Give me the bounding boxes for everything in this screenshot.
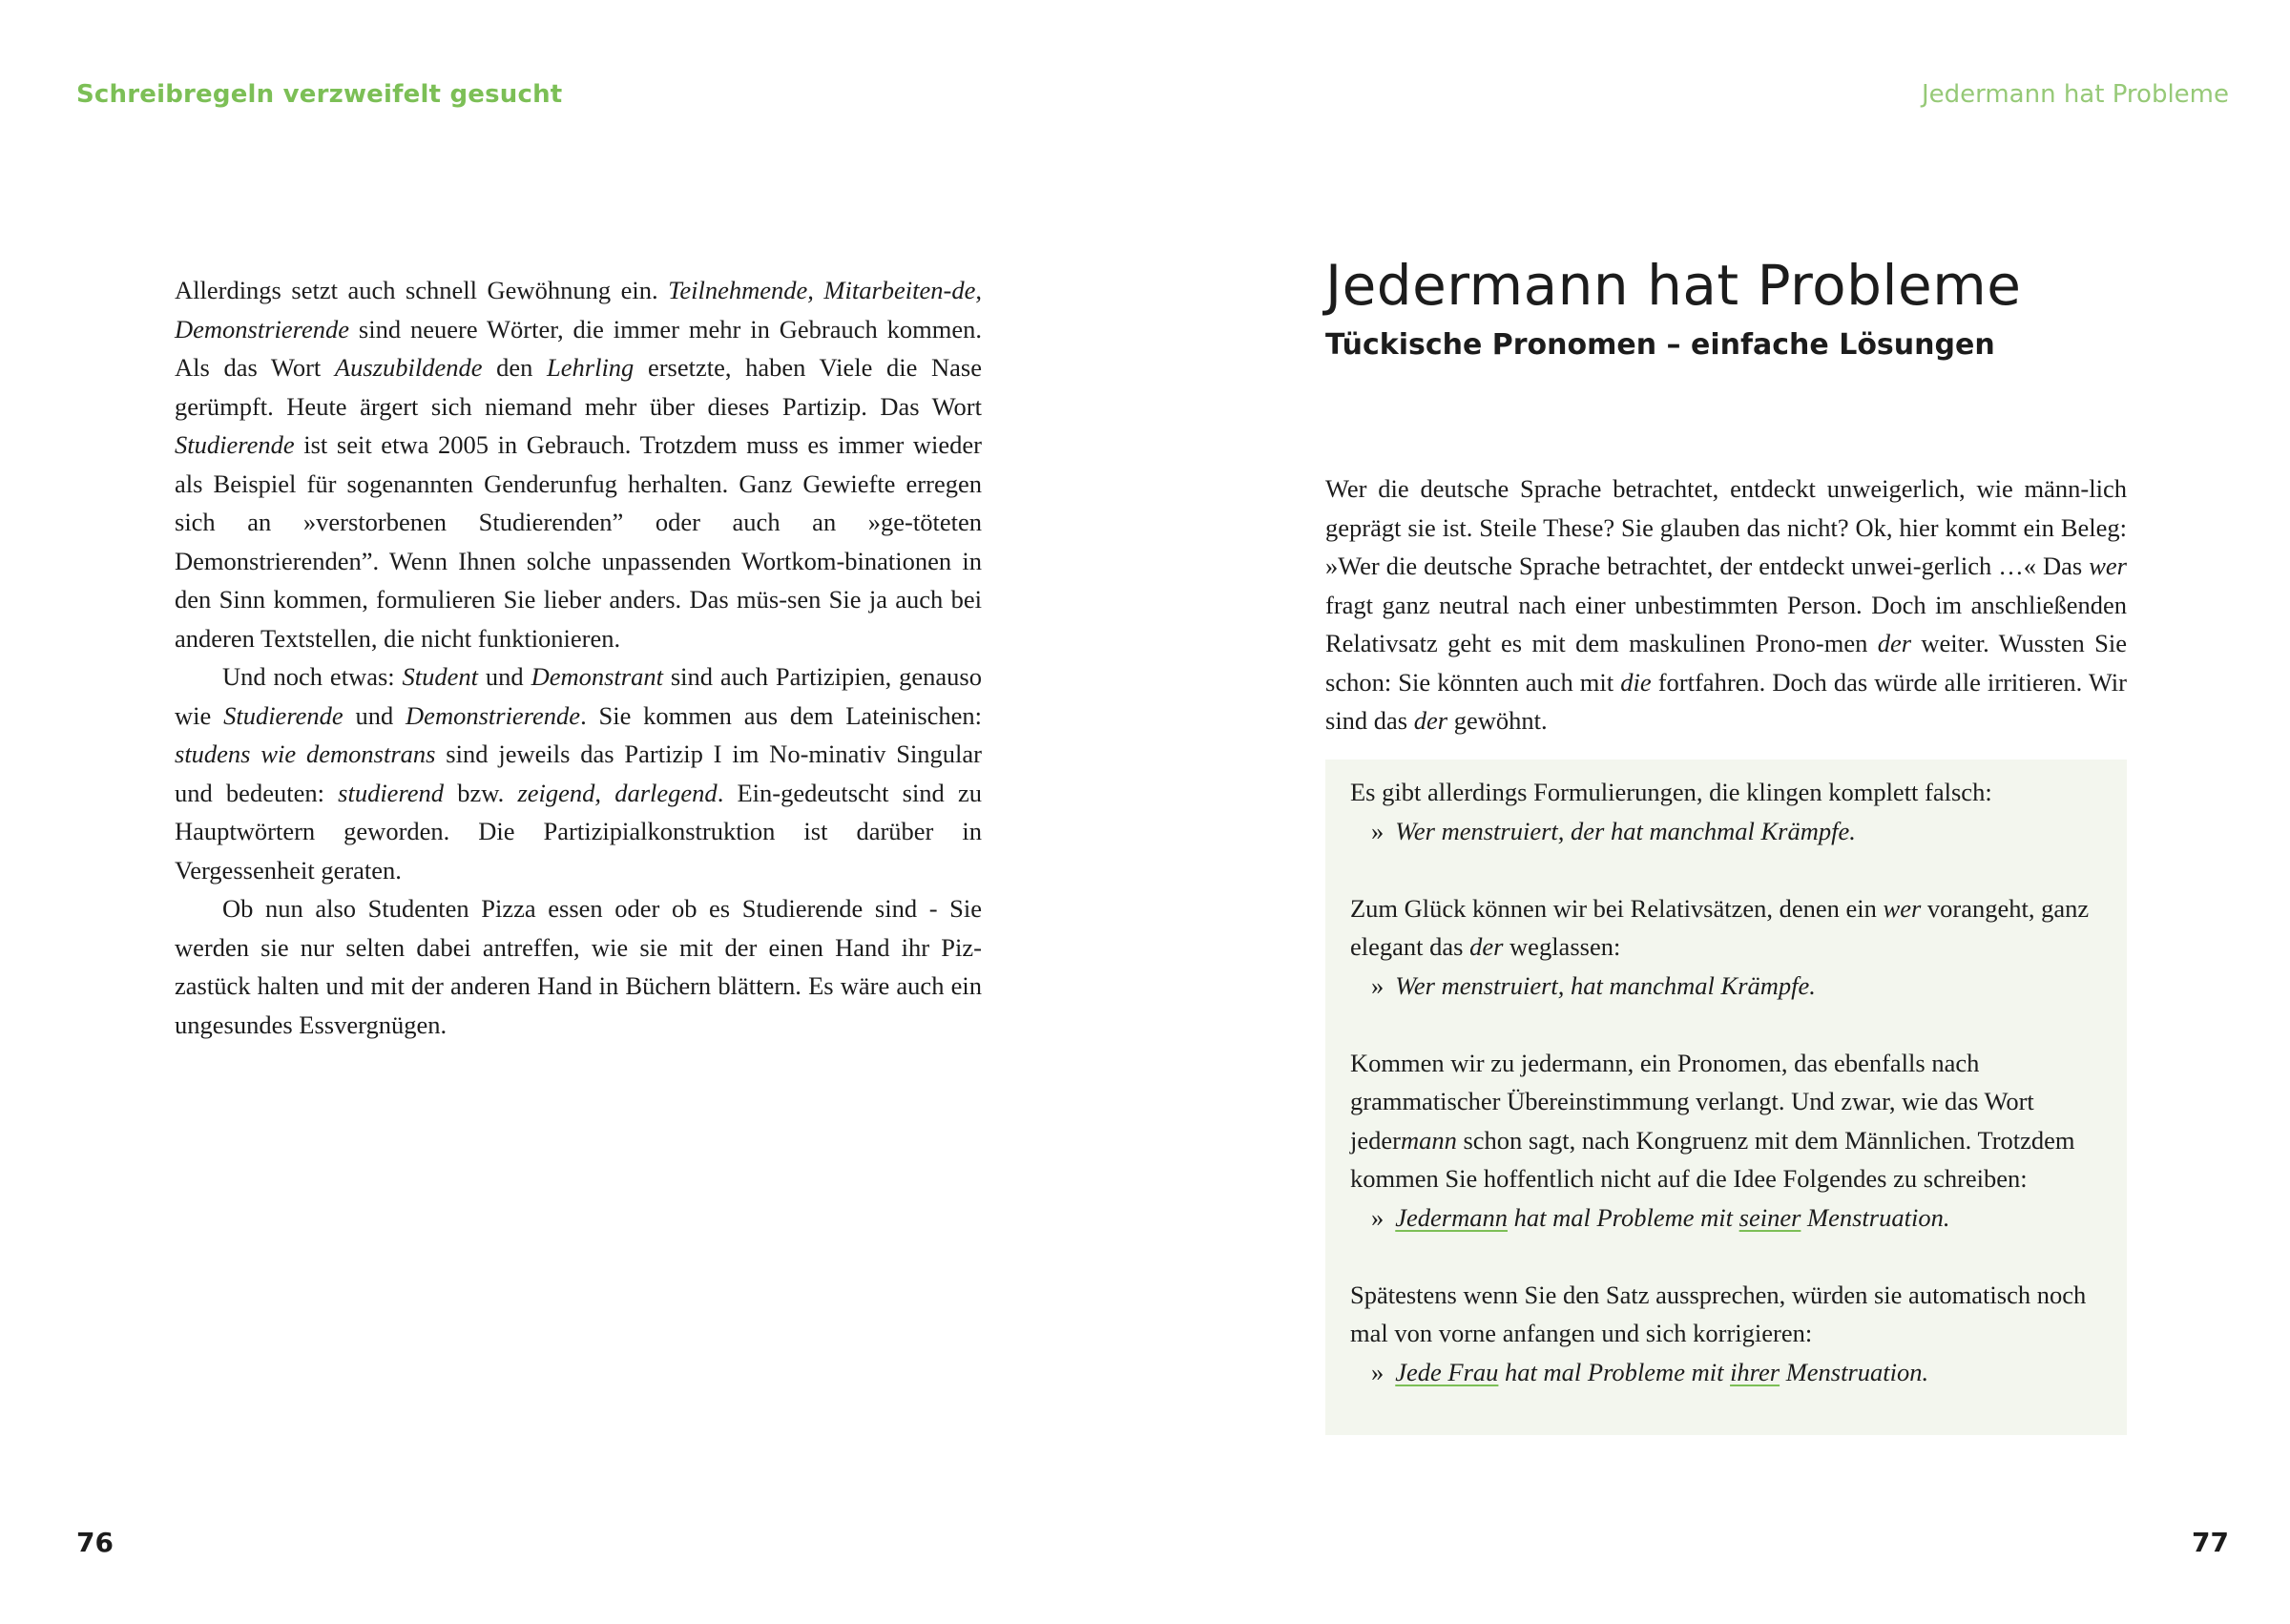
italic-term: studierend xyxy=(338,778,445,807)
example-quote-2 xyxy=(1350,967,2102,1006)
left-paragraph-1 xyxy=(175,271,982,657)
italic-term: Student xyxy=(402,662,479,691)
running-head-left: Schreibregeln verzweifelt gesucht xyxy=(76,80,563,109)
italic-term: mann xyxy=(1400,1125,1457,1155)
italic-term: wer xyxy=(1883,893,1922,923)
italic-term: wer xyxy=(2089,552,2127,580)
text-run: ersetzte, haben Viele die Nase gerümpft. Heute ärgert sich niemand mehr über dieses Partizip. Das Wort xyxy=(175,353,982,421)
italic-term: Teilnehmende, Mitarbeiten-de, Demonstrierende xyxy=(175,276,982,344)
text-run: Allerdings setzt auch schnell Gewöhnung ein. xyxy=(175,276,669,304)
example-box xyxy=(1325,760,2127,1435)
box-text-2 xyxy=(1350,889,2102,967)
underlined-term: ihrer xyxy=(1730,1357,1780,1386)
left-paragraph-2 xyxy=(175,657,982,889)
text-run: vorangeht, ganz elegant das xyxy=(1350,893,2090,961)
chapter-title: Jedermann hat Probleme xyxy=(1325,253,2022,318)
underlined-term: Jede Frau xyxy=(1395,1357,1499,1386)
chapter-subtitle: Tückische Pronomen – einfache Lösungen xyxy=(1325,328,1995,362)
text-run: Wer die deutsche Sprache betrachtet, entdeckt unweigerlich, wie männ-lich geprägt sie ist. Steile These? Sie glauben das nicht? Ok, hier kommt ein Beleg: »Wer die deutsche Sprache betrachtet, der entdeckt unwei-gerlich …« Das xyxy=(1325,474,2127,580)
italic-term: studens wie demonstrans xyxy=(175,739,436,768)
underlined-term: seiner xyxy=(1738,1202,1801,1232)
italic-term: Demonstrierende xyxy=(406,700,581,730)
text-run: den xyxy=(482,353,548,382)
text-run: fortfahren. Doch das würde alle irritieren. Wir sind das xyxy=(1325,667,2127,735)
quote-text: Menstruation. xyxy=(1780,1357,1929,1386)
italic-term: der xyxy=(1469,932,1504,961)
running-head-right: Jedermann hat Probleme xyxy=(1921,80,2229,109)
text-run: sind jeweils das Partizip I im No-minativ Singular und bedeuten: xyxy=(175,739,983,807)
italic-term: Studierende xyxy=(175,430,295,459)
quote-mark-icon: » xyxy=(1371,816,1384,845)
quote-text: Wer menstruiert, hat manchmal Krämpfe. xyxy=(1395,970,1816,1000)
text-run: gewöhnt. xyxy=(1447,706,1548,735)
text-run: sind auch Partizipien, genauso wie xyxy=(175,662,982,730)
example-quote-3 xyxy=(1350,1198,2102,1238)
text-run: sind neuere Wörter, die immer mehr in Gebrauch kommen. Als das Wort xyxy=(175,314,982,382)
text-run: schon sagt, nach Kongruenz mit dem Männlichen. Trotzdem kommen Sie hoffentlich nicht auf die Idee Folgendes zu schreiben: xyxy=(1350,1125,2075,1193)
italic-term: Auszubildende xyxy=(334,353,483,382)
text-run: weiter. Wussten Sie schon: Sie könnten auch mit xyxy=(1325,629,2127,697)
text-run: Und noch etwas: xyxy=(222,662,403,691)
underlined-term: Jedermann xyxy=(1395,1202,1508,1232)
text-run: . Sie kommen aus dem Lateinischen: xyxy=(580,700,983,730)
text-run: weglassen: xyxy=(1503,932,1621,961)
italic-term: Lehrling xyxy=(547,353,635,382)
box-text-1: Es gibt allerdings Formulierungen, die klingen komplett falsch: xyxy=(1350,778,1992,806)
italic-term: Studierende xyxy=(223,700,344,730)
italic-term: zeigend, darlegend xyxy=(517,778,718,807)
quote-text: hat mal Probleme mit xyxy=(1508,1202,1739,1232)
text-run: ist seit etwa 2005 in Gebrauch. Trotzdem muss es immer wieder als Beispiel für sogenannten Genderunfug herhalten. Ganz Gewiefte erregen sich an »verstorbenen Studierenden” oder auch an »ge-töteten Demonstrierenden”. Wenn Ihnen solche unpassenden Wortkom-binationen in den Sinn kommen, formulieren Sie lieber anders. Das müs-sen Sie ja auch bei anderen Textstellen, die nicht funktionieren. xyxy=(175,430,982,653)
text-run: fragt ganz neutral nach einer unbestimmten Person. Doch im anschließenden Relativsatz geht es mit dem maskulinen Prono-men xyxy=(1325,590,2127,657)
right-page-body xyxy=(1325,252,2127,765)
quote-mark-icon: » xyxy=(1371,970,1384,1000)
example-quote-1 xyxy=(1350,812,2102,851)
text-run: und xyxy=(343,700,406,730)
quote-text: hat mal Probleme mit xyxy=(1498,1357,1731,1386)
intro-paragraph xyxy=(1325,469,2127,740)
quote-mark-icon: » xyxy=(1371,1357,1384,1386)
text-run: Kommen wir zu jedermann, ein Pronomen, das ebenfalls nach grammatischer Übereinstimmung verlangt. Und zwar, wie das Wort jeder xyxy=(1350,1048,2034,1155)
text-run: und xyxy=(478,662,531,691)
italic-term: die xyxy=(1620,667,1652,697)
box-text-3 xyxy=(1350,1044,2102,1198)
page-number-right: 77 xyxy=(2192,1527,2229,1558)
text-run: Zum Glück können wir bei Relativsätzen, denen ein xyxy=(1350,893,1884,923)
text-run: . Ein-gedeutscht sind zu Hauptwörtern geworden. Die Partizipialkonstruktion ist darüber in Vergessenheit geraten. xyxy=(175,778,982,885)
left-paragraph-3: Ob nun also Studenten Pizza essen oder ob es Studierende sind - Sie werden sie nur selten dabei antreffen, wie sie mit der einen Hand ihr Piz-zastück halten und mit der anderen Hand in Büchern blättern. Es wäre auch ein ungesundes Essvergnügen. xyxy=(175,894,982,1039)
italic-term: der xyxy=(1877,629,1912,657)
left-page-body xyxy=(175,271,982,1044)
quote-text: Menstruation. xyxy=(1801,1202,1950,1232)
text-run: bzw. xyxy=(444,778,518,807)
quote-mark-icon: » xyxy=(1371,1202,1384,1232)
example-quote-4 xyxy=(1350,1353,2102,1392)
box-text-4: Spätestens wenn Sie den Satz aussprechen, würden sie automatisch noch mal von vorne anfangen und sich korrigieren: xyxy=(1350,1280,2087,1347)
quote-text: Wer menstruiert, der hat manchmal Krämpfe. xyxy=(1395,816,1856,845)
italic-term: Demonstrant xyxy=(531,662,663,691)
italic-term: der xyxy=(1413,706,1448,735)
page-number-left: 76 xyxy=(76,1527,114,1558)
